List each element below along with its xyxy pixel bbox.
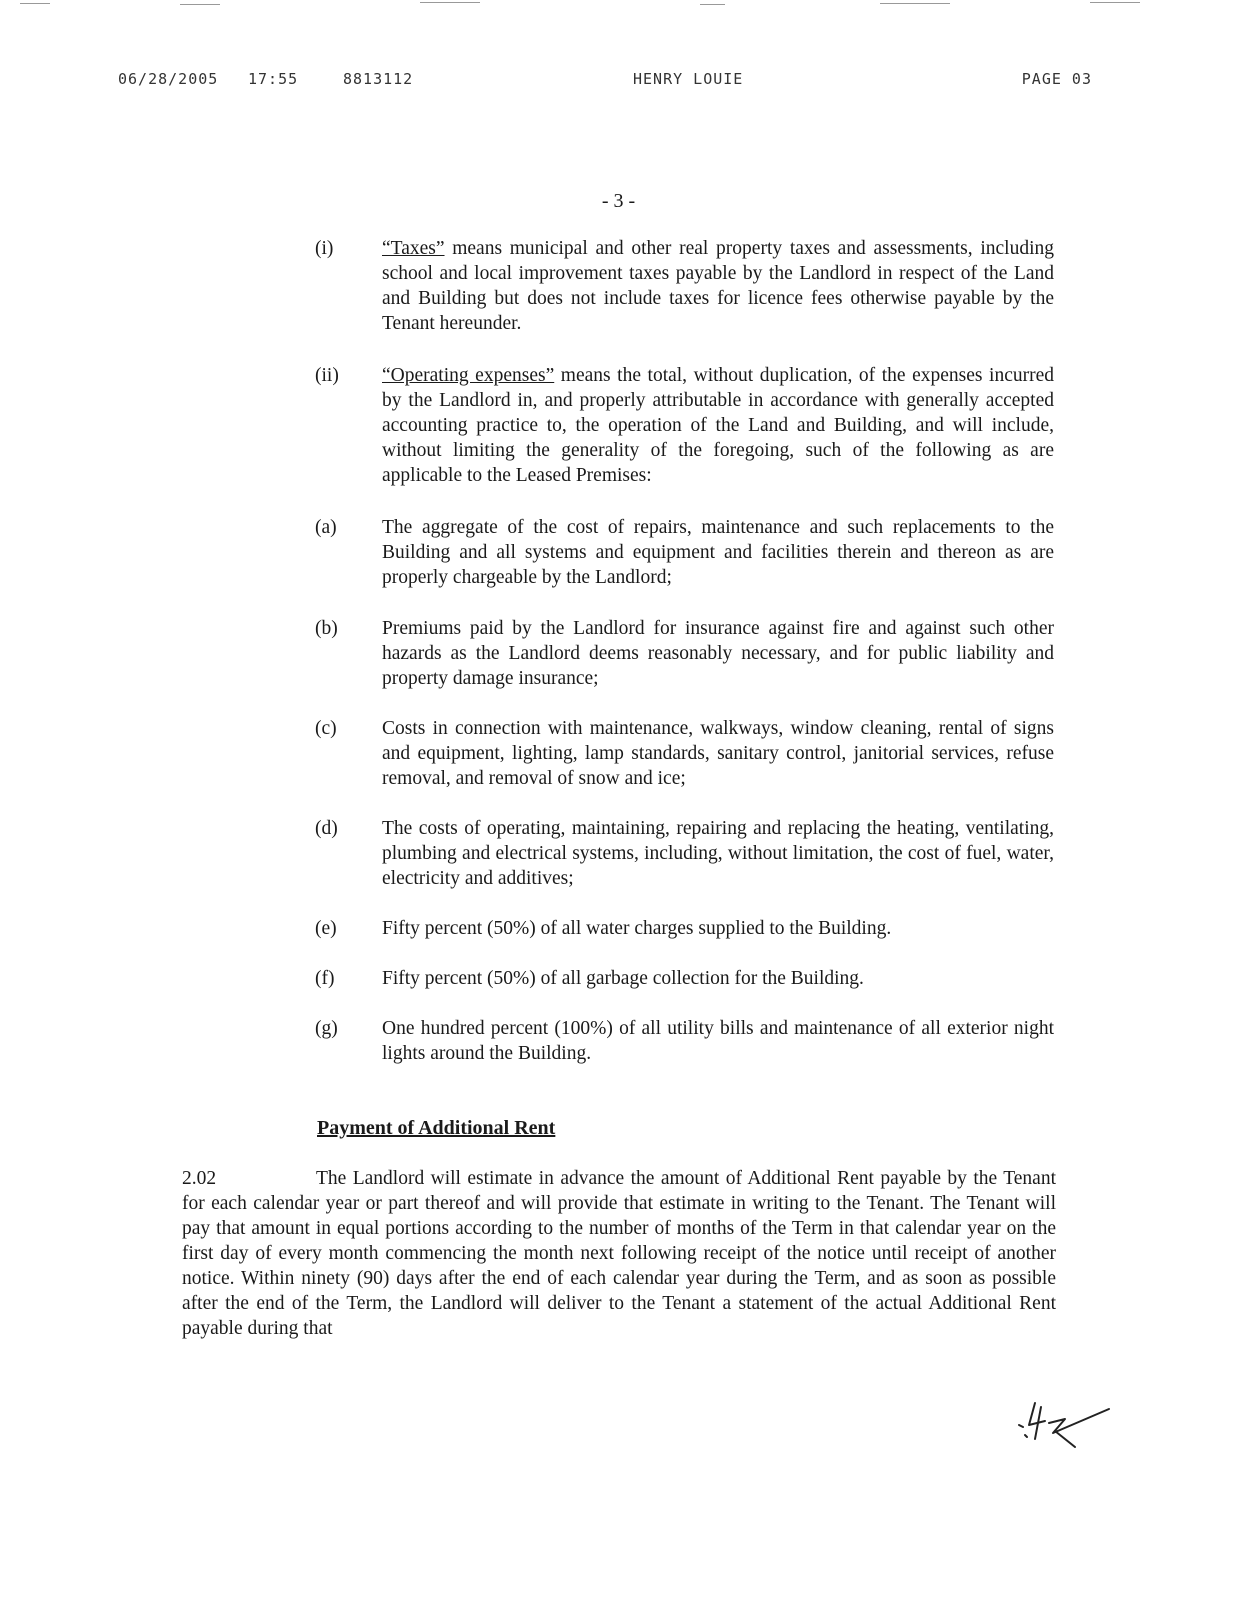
fax-sender: HENRY LOUIE: [633, 70, 744, 88]
scan-noise-top: [0, 0, 1237, 12]
item-number: (ii): [315, 365, 339, 386]
page-number: - 3 -: [601, 190, 636, 212]
item-text: Premiums paid by the Landlord for insurance against fire and against such other hazards as the Landlord deems reasonably necessary, and for public liability and property damage insurance;: [382, 618, 1054, 689]
item-text: “Taxes” means municipal and other real property taxes and assessments, including school and local improvement taxes payable by the Landlord in respect of the Land and Building but does not include taxes for licence fees otherwise payable by the Tenant hereunder.: [382, 238, 1054, 334]
fax-time: 17:55: [248, 70, 299, 88]
defined-term: “Taxes”: [382, 238, 445, 259]
fax-header: [118, 70, 1092, 94]
item-number: (g): [315, 1018, 338, 1039]
defined-term: “Operating expenses”: [382, 365, 555, 386]
item-text: The costs of operating, maintaining, repairing and replacing the heating, ventilating, plumbing and electrical systems, including, without limitation, the cost of fuel, water, electricity and additives;: [382, 818, 1054, 889]
item-number: (c): [315, 718, 337, 739]
handwritten-initials: [1005, 1395, 1115, 1465]
section-text: The Landlord will estimate in advance the amount of Additional Rent payable by the Tenant for each calendar year or part thereof and will provide that estimate in writing to the Tenant. The Tenant will pay that amount in equal portions according to the number of months of the Term in that calendar year on the first day of every month commencing the month next following receipt of the notice until receipt of another notice. Within ninety (90) days after the end of each calendar year during the Term, and as soon as possible after the end of the Term, the Landlord will deliver to the Tenant a statement of the actual Additional Rent payable during that: [182, 1168, 1056, 1339]
item-text: Fifty percent (50%) of all garbage collection for the Building.: [382, 968, 864, 989]
section-heading: Payment of Additional Rent: [317, 1117, 556, 1139]
item-number: (e): [315, 918, 337, 939]
item-text: Costs in connection with maintenance, walkways, window cleaning, rental of signs and equipment, lighting, lamp standards, sanitary control, janitorial services, refuse removal, and removal of snow and ice;: [382, 718, 1054, 789]
item-number: (i): [315, 238, 334, 259]
item-number: (f): [315, 968, 335, 989]
item-text: The aggregate of the cost of repairs, maintenance and such replacements to the Building and all systems and equipment and facilities therein and thereon as are properly chargeable by the Landlord;: [382, 517, 1054, 588]
item-text: “Operating expenses” means the total, without duplication, of the expenses incurred by the Landlord in, and properly attributable in accordance with generally accepted accounting practice to, the operation of the Land and Building, and will include, without limiting the generality of the foregoing, such of the following as are applicable to the Leased Premises:: [382, 365, 1054, 486]
section-paragraph: [182, 1166, 1056, 1341]
section-number: 2.02: [182, 1168, 217, 1189]
fax-number: 8813112: [343, 70, 414, 88]
item-number: (a): [315, 517, 337, 538]
item-text: Fifty percent (50%) of all water charges supplied to the Building.: [382, 918, 892, 939]
item-number: (b): [315, 618, 338, 639]
fax-page: PAGE 03: [1021, 70, 1092, 88]
fax-date: 06/28/2005: [118, 70, 219, 88]
item-number: (d): [315, 818, 338, 839]
item-text: One hundred percent (100%) of all utility bills and maintenance of all exterior night lights around the Building.: [382, 1018, 1054, 1064]
